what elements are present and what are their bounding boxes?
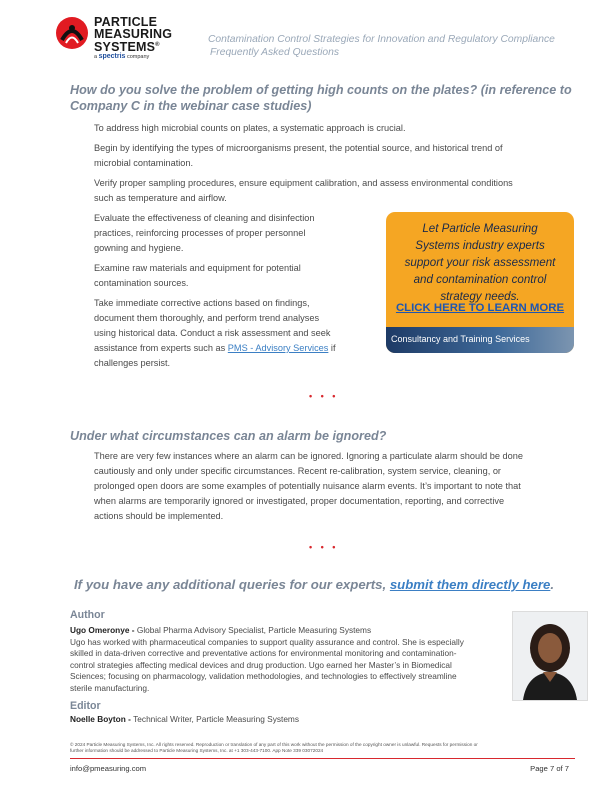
document-header-title xyxy=(208,33,555,59)
callout-message xyxy=(386,220,574,305)
section-divider-2: • • • xyxy=(309,542,339,552)
callout-line-3: support your risk assessment xyxy=(404,256,556,269)
question-high-counts-line-2: Company C in the webinar case studies) xyxy=(70,99,312,113)
submit-queries-link[interactable]: submit them directly here xyxy=(389,577,551,592)
author-separator: - xyxy=(129,625,137,635)
editor-name: Noelle Boyton xyxy=(70,714,126,724)
paragraph-identify-line-2: microbial contamination. xyxy=(94,158,194,168)
callout-band-label: Consultancy and Training Services xyxy=(391,334,530,344)
editor-line xyxy=(70,714,510,726)
author-photo xyxy=(512,611,588,701)
author-bio-line-2: skilled in data-driven corrective and preventative actions for environmental monitoring and contamination- xyxy=(70,648,457,659)
author-label: Author xyxy=(70,609,105,621)
cta-text: If you have any additional queries for our experts, xyxy=(74,577,390,592)
paragraph-alarm-line-2: cautiously and only under specific circumstances. Recent re-calibration, system service, cleaning, or xyxy=(94,466,501,476)
paragraph-verify-line-2: such as temperature and airflow. xyxy=(94,193,227,203)
logo-line-2: MEASURING xyxy=(94,26,173,41)
author-bio-line-3: control strategies affecting medical devices and drug production. Ugo earned her Master’s in Biomedical xyxy=(70,659,452,670)
copyright-line-2: further information should be addressed to Particle Measuring Systems, Inc. at +1 303-443-7100. App Note 339 03072024 xyxy=(70,748,324,754)
logo-wordmark xyxy=(94,17,172,54)
section-divider-1: • • • xyxy=(309,391,339,401)
callout-line-5: strategy needs. xyxy=(440,290,520,303)
paragraph-corrective-line-5: challenges persist. xyxy=(94,358,171,368)
question-high-counts xyxy=(70,82,580,114)
author-bio-line-5: sterile manufacturing. xyxy=(70,682,150,693)
paragraph-corrective-line-1: Take immediate corrective actions based on findings, xyxy=(94,298,310,308)
logo-line-3-text: SYSTEMS xyxy=(94,40,156,55)
paragraph-approach: To address high microbial counts on plates, a systematic approach is crucial. xyxy=(94,123,406,133)
author-bio xyxy=(70,625,510,695)
paragraph-verify-line-1: Verify proper sampling procedures, ensure equipment calibration, and assess environmental conditions xyxy=(94,178,513,188)
callout-line-1: Let Particle Measuring xyxy=(422,222,538,235)
copyright-notice xyxy=(70,742,565,754)
footer-divider xyxy=(70,758,575,759)
logo-company-suffix: company xyxy=(126,54,150,60)
editor-separator: - xyxy=(125,714,134,724)
logo-line-1: PARTICLE xyxy=(94,15,158,29)
callout-footer-band xyxy=(386,327,574,353)
document-subtitle: Frequently Asked Questions xyxy=(210,47,339,58)
paragraph-evaluate-line-2: practices, reinforcing processes of proper personnel xyxy=(94,228,306,238)
page-number: Page 7 of 7 xyxy=(530,764,569,773)
paragraph-examine-line-1: Examine raw materials and equipment for potential xyxy=(94,263,301,273)
logo-company-name: spectris xyxy=(98,53,126,60)
paragraph-alarm-line-1: There are very few instances where an alarm can be ignored. Ignoring a particulate alarm should be done xyxy=(94,451,523,461)
paragraph-examine-line-2: contamination sources. xyxy=(94,278,189,288)
paragraph-evaluate xyxy=(94,211,314,256)
author-name-line xyxy=(70,625,510,637)
paragraph-alarm-line-4: when alarms are temporarily ignored or investigated, proper documentation, reporting, and corrective xyxy=(94,496,505,506)
pms-advisory-services-link[interactable]: PMS - Advisory Services xyxy=(227,343,329,353)
editor-label: Editor xyxy=(70,700,101,712)
paragraph-corrective-line-3: using historical data. Conduct a risk assessment and seek xyxy=(94,328,331,338)
paragraph-corrective-line-4 xyxy=(94,341,336,356)
consultancy-callout-banner[interactable] xyxy=(386,212,574,353)
paragraph-corrective-line-4-pre: assistance from experts such as xyxy=(94,343,228,353)
paragraph-alarm-line-3: prolonged open doors are some examples of potentially nuisance alarm events. It’s important to note that xyxy=(94,481,521,491)
document-title: Contamination Control Strategies for Innovation and Regulatory Compliance xyxy=(208,34,555,45)
paragraph-alarm xyxy=(94,449,523,524)
paragraph-evaluate-line-3: gowning and hygiene. xyxy=(94,243,184,253)
learn-more-link[interactable]: CLICK HERE TO LEARN MORE xyxy=(395,302,565,314)
paragraph-identify xyxy=(94,141,503,171)
question-alarm-ignored: Under what circumstances can an alarm be ignored? xyxy=(70,429,387,443)
paragraph-evaluate-line-1: Evaluate the effectiveness of cleaning and disinfection xyxy=(94,213,315,223)
paragraph-corrective-line-4-post: if xyxy=(328,343,336,353)
logo-company-prefix: a xyxy=(94,54,98,60)
author-name: Ugo Omeronye xyxy=(70,625,130,635)
callout-line-2: Systems industry experts xyxy=(415,239,545,252)
additional-queries-cta xyxy=(74,577,554,592)
author-title: Global Pharma Advisory Specialist, Particle Measuring Systems xyxy=(136,625,372,635)
callout-line-4: and contamination control xyxy=(413,273,547,286)
paragraph-corrective-actions xyxy=(94,296,336,371)
registered-mark: ® xyxy=(155,42,160,48)
paragraph-verify xyxy=(94,176,513,206)
copyright-line-1: © 2024 Particle Measuring Systems, Inc. All rights reserved. Reproduction or translation of any part of this work without the permission of the copyright owner is unlawful. Requests for permission or xyxy=(70,742,478,747)
particle-measuring-systems-logo-icon xyxy=(55,16,89,50)
author-bio-line-4: Sciences; focusing on pharmacology, validation methodologies, and technologies to effectively streamline xyxy=(70,671,457,682)
logo-company-tagline xyxy=(94,53,149,60)
question-high-counts-line-1: How do you solve the problem of getting high counts on the plates? (in reference to xyxy=(70,83,572,97)
author-bio-line-1: Ugo has worked with pharmaceutical companies to support quality assurance and control. She is especially xyxy=(70,636,464,647)
paragraph-examine xyxy=(94,261,301,291)
paragraph-corrective-line-2: document them thoroughly, and perform trend analyses xyxy=(94,313,320,323)
logo-line-3 xyxy=(94,40,172,54)
editor-title: Technical Writer, Particle Measuring Systems xyxy=(133,714,299,724)
paragraph-identify-line-1: Begin by identifying the types of microorganisms present, the potential source, and historical trend of xyxy=(94,143,503,153)
footer-email-link[interactable]: info@pmeasuring.com xyxy=(70,764,147,773)
paragraph-alarm-line-5: actions should be implemented. xyxy=(94,511,224,521)
cta-period: . xyxy=(550,577,555,592)
